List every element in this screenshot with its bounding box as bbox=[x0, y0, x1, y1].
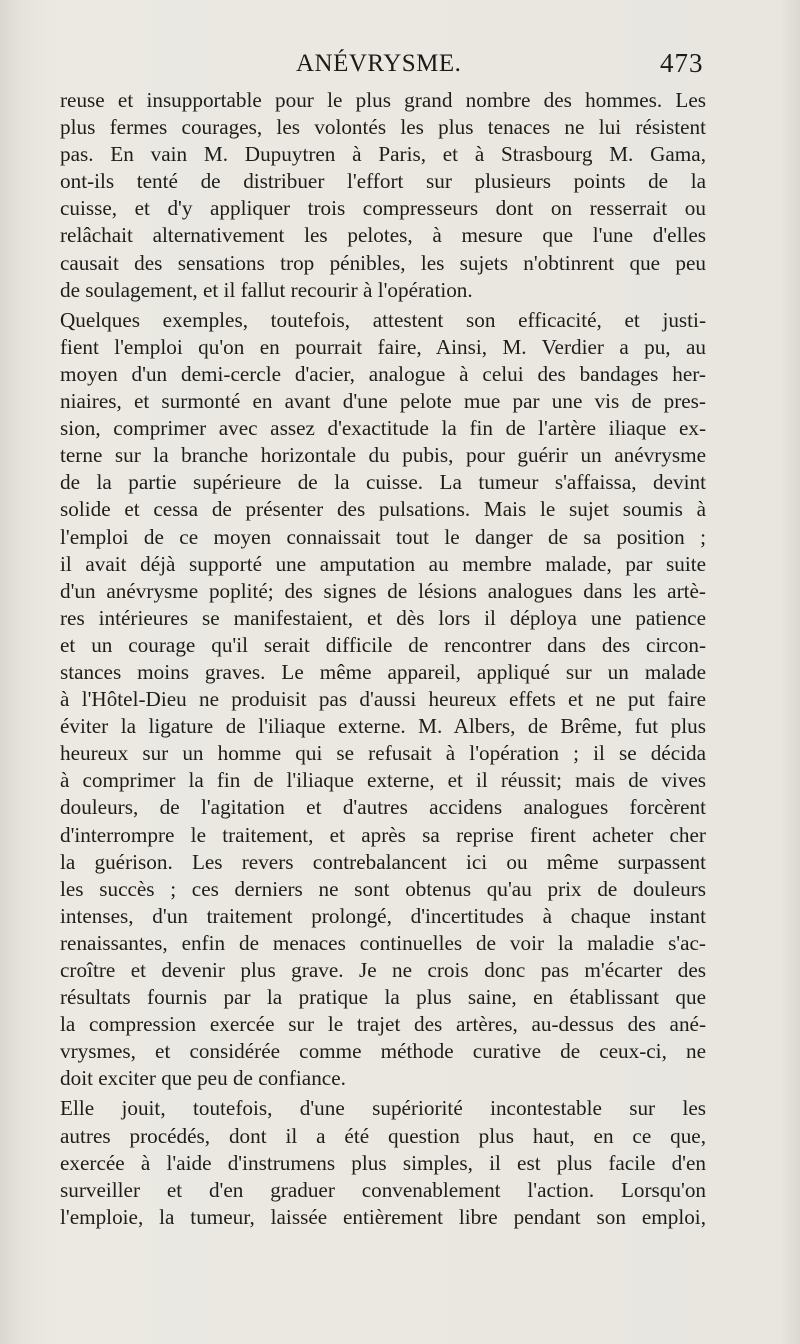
text-line: renaissantes, enfin de menaces continuelles de voir la maladie s'ac- bbox=[60, 930, 706, 955]
page-header bbox=[0, 48, 800, 88]
text-line: et un courage qu'il serait difficile de rencontrer dans des circon- bbox=[60, 632, 706, 657]
text-line: il avait déjà supporté une amputation au membre malade, par suite bbox=[60, 551, 706, 576]
text-line: vrysmes, et considérée comme méthode curative de ceux-ci, ne bbox=[60, 1039, 706, 1064]
text-line: exercée à l'aide d'instrumens plus simples, il est plus facile d'en bbox=[60, 1150, 706, 1175]
text-line: pas. En vain M. Dupuytren à Paris, et à Strasbourg M. Gama, bbox=[60, 142, 706, 167]
text-line: relâchait alternativement les pelotes, à mesure que l'une d'elles bbox=[60, 223, 706, 248]
text-line: autres procédés, dont il a été question plus haut, en ce que, bbox=[60, 1123, 706, 1148]
running-title: ANÉVRYSME. bbox=[296, 50, 462, 77]
text-line: l'emploi de ce moyen connaissait tout le danger de sa position ; bbox=[60, 524, 706, 549]
text-line: de la partie supérieure de la cuisse. La tumeur s'affaissa, devint bbox=[60, 470, 706, 495]
text-line: surveiller et d'en graduer convenablement l'action. Lorsqu'on bbox=[60, 1177, 706, 1202]
text-line: douleurs, de l'agitation et d'autres accidens analogues forcèrent bbox=[60, 795, 706, 820]
page-number: 473 bbox=[660, 48, 704, 78]
text-line: fient l'emploi qu'on en pourrait faire, Ainsi, M. Verdier a pu, au bbox=[60, 334, 706, 359]
text-line: d'interrompre le traitement, et après sa reprise firent acheter cher bbox=[60, 822, 706, 847]
text-line: solide et cessa de présenter des pulsations. Mais le sujet soumis à bbox=[60, 497, 706, 522]
text-line: à l'Hôtel-Dieu ne produisit pas d'aussi heureux effets et ne put faire bbox=[60, 687, 706, 712]
text-line: intenses, d'un traitement prolongé, d'incertitudes à chaque instant bbox=[60, 903, 706, 928]
text-line: stances moins graves. Le même appareil, appliqué sur un malade bbox=[60, 659, 706, 684]
paragraph bbox=[60, 87, 706, 304]
text-line: reuse et insupportable pour le plus grand nombre des hommes. Les bbox=[60, 88, 706, 112]
text-line: l'emploie, la tumeur, laissée entièrement libre pendant son emploi, bbox=[60, 1204, 706, 1229]
text-line: de soulagement, et il fallut recourir à l'opération. bbox=[60, 277, 473, 302]
text-line: à comprimer la fin de l'iliaque externe, et il réussit; mais de vives bbox=[60, 768, 706, 793]
paragraph bbox=[60, 1095, 706, 1230]
text-line: niaires, et surmonté en avant d'une pelote mue par une vis de pres- bbox=[60, 389, 706, 414]
text-line: éviter la ligature de l'iliaque externe. M. Albers, de Brême, fut plus bbox=[60, 714, 706, 739]
text-line: résultats fournis par la pratique la plus saine, en établissant que bbox=[60, 985, 706, 1010]
text-line: sion, comprimer avec assez d'exactitude la fin de l'artère iliaque ex- bbox=[60, 416, 706, 441]
text-line: Quelques exemples, toutefois, attestent son efficacité, et justi- bbox=[60, 307, 706, 332]
paragraph-container bbox=[60, 87, 706, 1231]
text-line: la compression exercée sur le trajet des artères, au-dessus des ané- bbox=[60, 1012, 706, 1037]
text-line: plus fermes courages, les volontés les plus tenaces ne lui résistent bbox=[60, 115, 706, 140]
text-line: les succès ; ces derniers ne sont obtenus qu'au prix de douleurs bbox=[60, 876, 706, 901]
text-line: croître et devenir plus grave. Je ne crois donc pas m'écarter des bbox=[60, 958, 706, 982]
text-line: doit exciter que peu de confiance. bbox=[60, 1066, 346, 1091]
text-line: cuisse, et d'y appliquer trois compresseurs dont on resserrait ou bbox=[60, 196, 706, 221]
text-line: Elle jouit, toutefois, d'une supériorité incontestable sur les bbox=[60, 1096, 706, 1121]
text-line: ont-ils tenté de distribuer l'effort sur plusieurs points de la bbox=[60, 169, 706, 194]
text-line: res intérieures se manifestaient, et dès lors il déploya une patience bbox=[60, 605, 706, 630]
text-line: moyen d'un demi-cercle d'acier, analogue à celui des bandages her- bbox=[60, 361, 706, 386]
text-line: la guérison. Les revers contrebalancent ici ou même surpassent bbox=[60, 849, 706, 874]
text-line: d'un anévrysme poplité; des signes de lésions analogues dans les artè- bbox=[60, 578, 706, 603]
body-text bbox=[60, 87, 706, 1231]
text-line: heureux sur un homme qui se refusait à l'opération ; il se décida bbox=[60, 741, 706, 766]
text-line: terne sur la branche horizontale du pubis, pour guérir un anévrysme bbox=[60, 443, 706, 468]
paragraph bbox=[60, 307, 706, 1093]
text-line: causait des sensations trop pénibles, les sujets n'obtinrent que peu bbox=[60, 250, 706, 275]
